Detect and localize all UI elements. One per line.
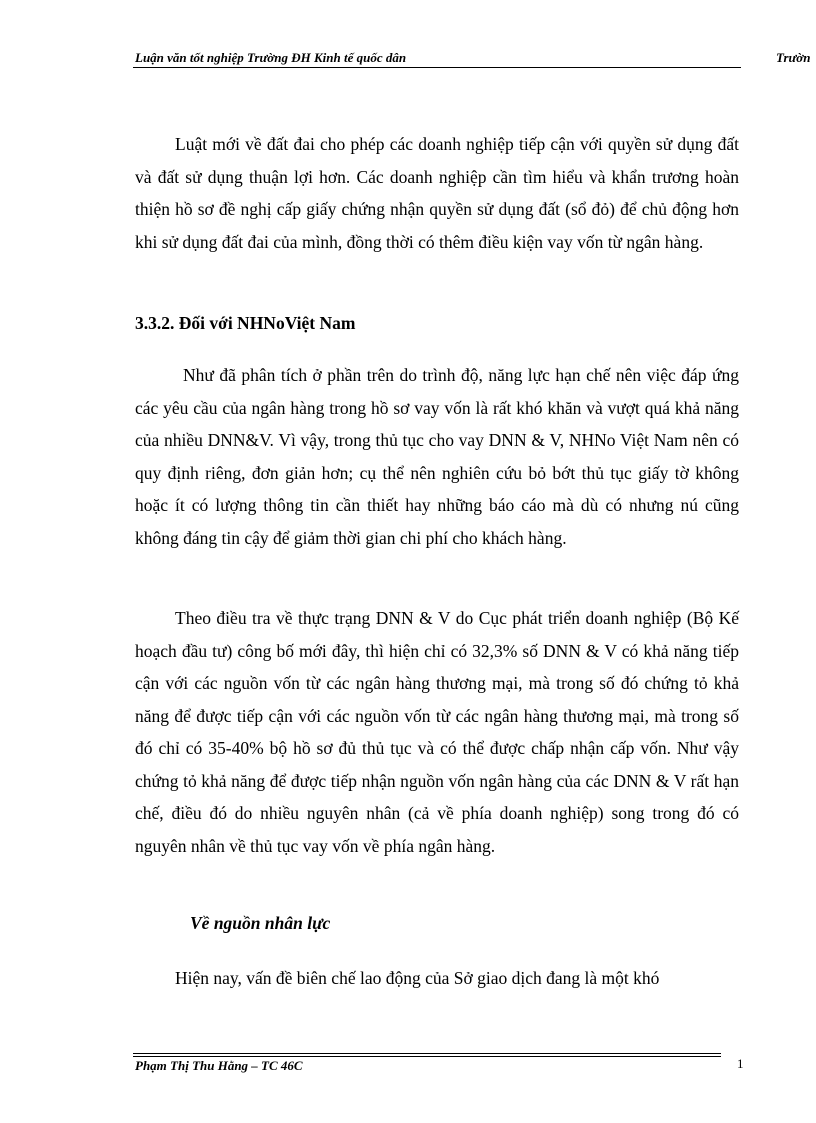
running-header-title: Luận văn tốt nghiệp Trường ĐH Kinh tế quốc dân	[135, 50, 407, 65]
subheading-human-resources: Về nguồn nhân lực	[190, 913, 331, 933]
body-paragraph-1	[135, 128, 739, 258]
body-paragraph-3	[135, 602, 739, 862]
page-number: 1	[737, 1056, 744, 1071]
paragraph-text: Như đã phân tích ở phần trên do trình độ, năng lực hạn chế nên việc đáp ứng các yêu cầu của ngân hàng trong hồ sơ vay vốn là rất khó khăn và vượt quá khả năng của nhiều DNN&V. Vì vậy, trong thủ tục cho vay DNN & V, NHNo Việt Nam nên có quy định riêng, đơn giản hơn; cụ thể nên nghiên cứu bỏ bớt thủ tục giấy tờ không hoặc ít có lượng thông tin cần thiết hay những báo cáo mà dù có nhưng nú cũng không đáng tin cậy để giảm thời gian chi phí cho khách hàng.	[135, 365, 739, 548]
footer-rule	[133, 1053, 721, 1057]
section-heading-3-3-2: 3.3.2. Đối với NHNoViệt Nam	[135, 313, 356, 333]
body-paragraph-2	[135, 359, 739, 554]
body-paragraph-4: Hiện nay, vấn đề biên chế lao động của Sở giao dịch đang là một khó	[175, 968, 660, 988]
header-rule	[133, 67, 741, 68]
paragraph-text: Luật mới về đất đai cho phép các doanh nghiệp tiếp cận với quyền sử dụng đất và đất sử dụng thuận lợi hơn. Các doanh nghiệp cần tìm hiểu và khẩn trương hoàn thiện hồ sơ đề nghị cấp giấy chứng nhận quyền sử dụng đất (sổ đỏ) để chủ động hơn khi sử dụng đất đai của mình, đồng thời có thêm điều kiện vay vốn từ ngân hàng.	[135, 134, 739, 252]
running-header-right: Trườn	[776, 50, 811, 65]
paragraph-text: Theo điều tra về thực trạng DNN & V do Cục phát triển doanh nghiệp (Bộ Kế hoạch đầu tư) công bố mới đây, thì hiện chỉ có 32,3% số DNN & V có khả năng tiếp cận với các nguồn vốn từ các ngân hàng thương mại, mà trong số đó chứng tỏ khả năng để được tiếp cận với các nguồn vốn từ các ngân hàng thương mại, mà trong số đó chỉ có 35-40% bộ hồ sơ đủ thủ tục và có thể được chấp nhận cấp vốn. Như vậy chứng tỏ khả năng để được tiếp nhận nguồn vốn ngân hàng của các DNN & V rất hạn chế, điều đó do nhiều nguyên nhân (cả về phía doanh nghiệp) song trong đó có nguyên nhân về thủ tục vay vốn về phía ngân hàng.	[135, 608, 739, 856]
footer-author: Phạm Thị Thu Hằng – TC 46C	[135, 1058, 303, 1073]
